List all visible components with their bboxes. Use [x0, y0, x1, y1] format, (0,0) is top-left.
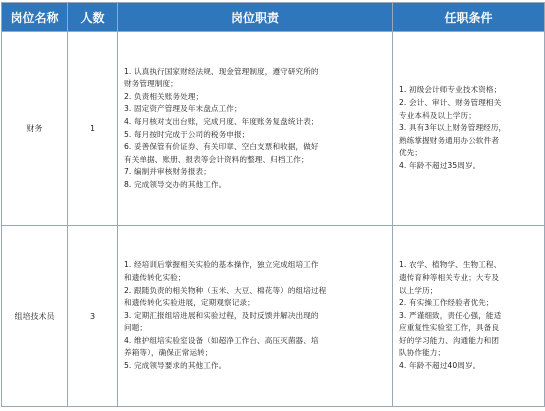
- list-item: 问题；: [124, 323, 148, 333]
- list-item: 5. 每月按时完成于公司的税务申报；: [124, 129, 250, 139]
- list-item: 队协作能力；: [399, 348, 446, 358]
- header-duties: 岗位职责: [118, 3, 393, 32]
- list-item: 1. 认真执行国家财经法规、现金管理制度，遵守研究所的: [124, 66, 319, 76]
- list-item: 优先；: [399, 148, 423, 158]
- list-item: 2. 负责相关账务处理；: [124, 91, 204, 101]
- list-item: 1. 经培训后掌握相关实验的基本操作，独立完成组培工作: [124, 260, 319, 270]
- header-position-name: 岗位名称: [2, 3, 68, 32]
- duties-cell: [118, 32, 393, 226]
- list-item: 8. 完成领导交办的其他工作。: [124, 179, 227, 189]
- list-item: 有关单据、账册、报表等会计资料的整理、归档工作；: [124, 154, 309, 164]
- header-headcount: 人数: [68, 3, 118, 32]
- list-item: 以上学历；: [399, 285, 438, 295]
- list-item: 2. 有实操工作经验者优先；: [399, 298, 494, 308]
- list-item: 2. 会计、审计、财务管理相关: [399, 98, 502, 108]
- list-item: 1. 农学、植物学、生物工程、: [399, 260, 502, 270]
- list-item: 3. 具有3年以上财务管理经历，: [399, 123, 507, 133]
- list-item: 4. 年龄不超过35周岁。: [399, 160, 481, 170]
- list-item: 4. 每月核对支出台账，完成月度、年度账务复盘统计表；: [124, 116, 319, 126]
- list-item: 5. 完成领导要求的其他工作。: [124, 361, 227, 371]
- list-item: 和遗传转化实验；: [124, 272, 186, 282]
- position-name: 组培技术员: [2, 226, 68, 407]
- list-item: 4. 维护组培实验室设备（如超净工作台、高压灭菌器、培: [124, 335, 319, 345]
- position-name: 财务: [2, 32, 68, 226]
- list-item: 熟练掌握财务通用办公软件者: [399, 135, 500, 145]
- table-row: [2, 32, 545, 226]
- list-item: 财务管理制度；: [124, 79, 178, 89]
- list-item: 遗传育种等相关专业；大专及: [399, 272, 500, 282]
- list-item: 6. 妥善保管有价证券、有关印章、空白支票和收据，做好: [124, 142, 319, 152]
- requirements-list: [393, 80, 544, 176]
- list-item: 3. 定期汇报组培进展和实验过程，及时反馈并解决出现的: [124, 310, 319, 320]
- header-requirements: 任职条件: [393, 3, 545, 32]
- list-item: 养箱等），确保正常运转；: [124, 348, 213, 358]
- requirements-cell: [393, 32, 545, 226]
- list-item: 应重复性实验室工作，具备良: [399, 323, 500, 333]
- list-item: 4. 年龄不超过40周岁。: [399, 361, 481, 371]
- table-header-row: [2, 3, 545, 32]
- list-item: 2. 跟随负责的相关物种（玉米、大豆、棉花等）的组培过程: [124, 285, 327, 295]
- requirements-list: [393, 255, 544, 376]
- duties-list: [118, 255, 392, 376]
- duties-list: [118, 62, 392, 196]
- list-item: 好的学习能力、沟通能力和团: [399, 335, 500, 345]
- list-item: 和遗传转化实验进展，定期观察记录；: [124, 298, 255, 308]
- list-item: 1. 初级会计师专业技术资格；: [399, 85, 502, 95]
- headcount: 3: [68, 226, 118, 407]
- list-item: 3. 严谨细致，责任心强，能适: [399, 310, 502, 320]
- list-item: 7. 编制并审核财务报表；: [124, 167, 211, 177]
- requirements-cell: [393, 226, 545, 407]
- job-table: [1, 2, 545, 407]
- duties-cell: [118, 226, 393, 407]
- table-row: [2, 226, 545, 407]
- headcount: 1: [68, 32, 118, 226]
- list-item: 3. 固定资产管理及年末盘点工作；: [124, 104, 242, 114]
- list-item: 专业本科及以上学历；: [399, 110, 476, 120]
